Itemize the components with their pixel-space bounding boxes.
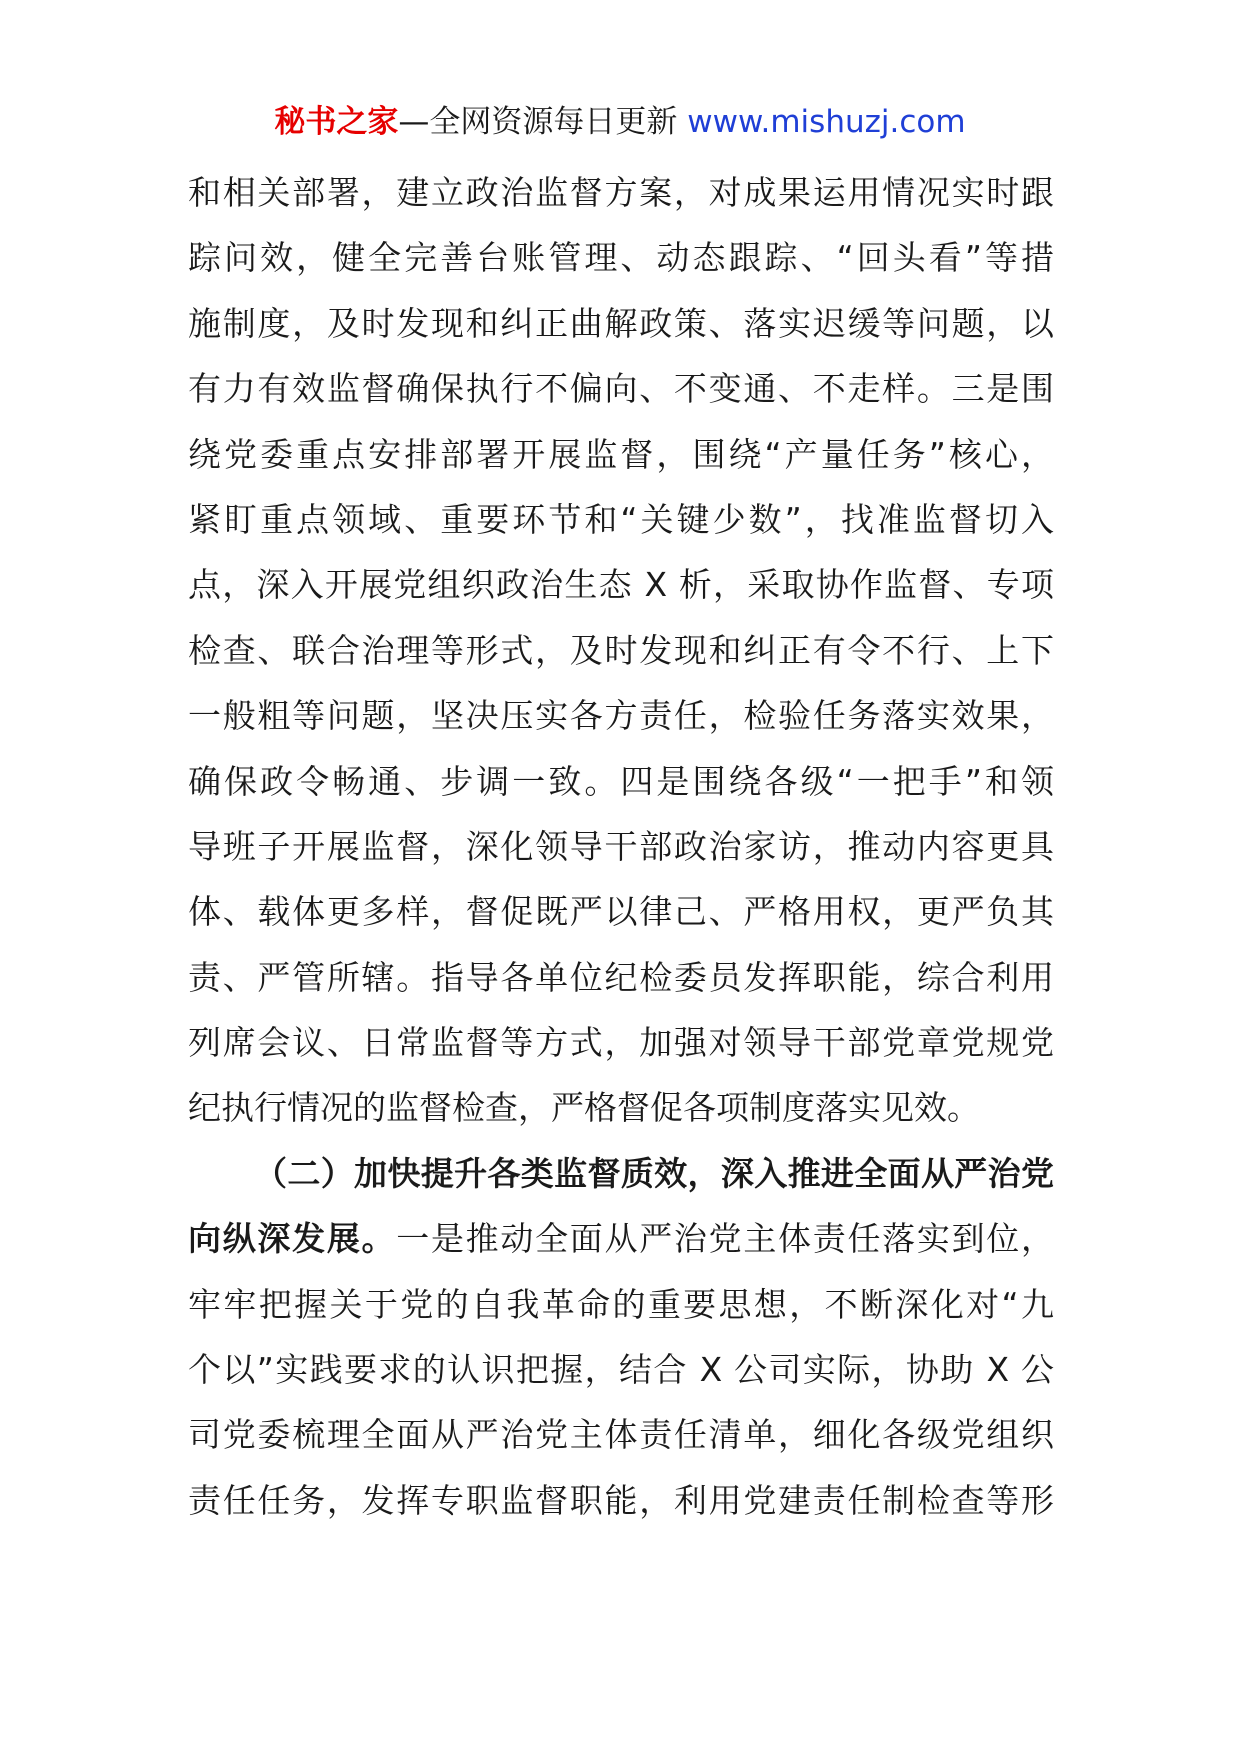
text-line: 司党委梳理全面从严治党主体责任清单，细化各级党组织 bbox=[188, 1415, 1054, 1455]
text-line: 施制度，及时发现和纠正曲解政策、落实迟缓等问题，以 bbox=[188, 303, 1054, 343]
text-line: 牢牢把握关于党的自我革命的重要思想，不断深化对“九 bbox=[188, 1284, 1054, 1324]
site-url-link[interactable]: www.mishuzj.com bbox=[687, 104, 966, 140]
text-line: 个以”实践要求的认识把握，结合 X 公司实际，协助 X 公 bbox=[188, 1350, 1054, 1390]
text-line: 踪问效，健全完善台账管理、动态跟踪、“回头看”等措 bbox=[188, 238, 1054, 278]
document-body bbox=[188, 160, 1054, 1533]
text-line: 纪执行情况的监督检查，严格督促各项制度落实见效。 bbox=[188, 1088, 980, 1128]
text-line: 责任任务，发挥专职监督职能，利用党建责任制检查等形 bbox=[188, 1480, 1054, 1520]
text-line: 一般粗等问题，坚决压实各方责任，检验任务落实效果， bbox=[188, 696, 1054, 736]
section-heading: （二）加快提升各类监督质效，深入推进全面从严治党 bbox=[254, 1153, 1054, 1193]
page-header bbox=[0, 100, 1240, 144]
header-tagline: —全网资源每日更新 bbox=[398, 104, 678, 140]
text-line bbox=[188, 1206, 1054, 1271]
text-line: 绕党委重点安排部署开展监督，围绕“产量任务”核心， bbox=[188, 434, 1054, 474]
text-line: 列席会议、日常监督等方式，加强对领导干部党章党规党 bbox=[188, 1023, 1054, 1063]
text-line: 有力有效监督确保执行不偏向、不变通、不走样。三是围 bbox=[188, 369, 1054, 409]
text-line: 确保政令畅通、步调一致。四是围绕各级“一把手”和领 bbox=[188, 761, 1054, 801]
text-line: 点，深入开展党组织政治生态 X 析，采取协作监督、专项 bbox=[188, 565, 1054, 605]
text-line: 责、严管所辖。指导各单位纪检委员发挥职能，综合利用 bbox=[188, 957, 1054, 997]
text-segment: 一是推动全面从严治党主体责任落实到位， bbox=[396, 1219, 1054, 1259]
text-line: 和相关部署，建立政治监督方案，对成果运用情况实时跟 bbox=[188, 173, 1054, 212]
text-line: 体、载体更多样，督促既严以律己、严格用权，更严负其 bbox=[188, 892, 1054, 932]
section-heading-continued: 向纵深发展。 bbox=[188, 1219, 397, 1259]
text-line: 检查、联合治理等形式，及时发现和纠正有令不行、上下 bbox=[188, 630, 1054, 670]
text-line: 导班子开展监督，深化领导干部政治家访，推动内容更具 bbox=[188, 826, 1054, 866]
brand-name: 秘书之家 bbox=[274, 104, 399, 140]
text-line: 紧盯重点领域、重要环节和“关键少数”，找准监督切入 bbox=[188, 499, 1054, 539]
